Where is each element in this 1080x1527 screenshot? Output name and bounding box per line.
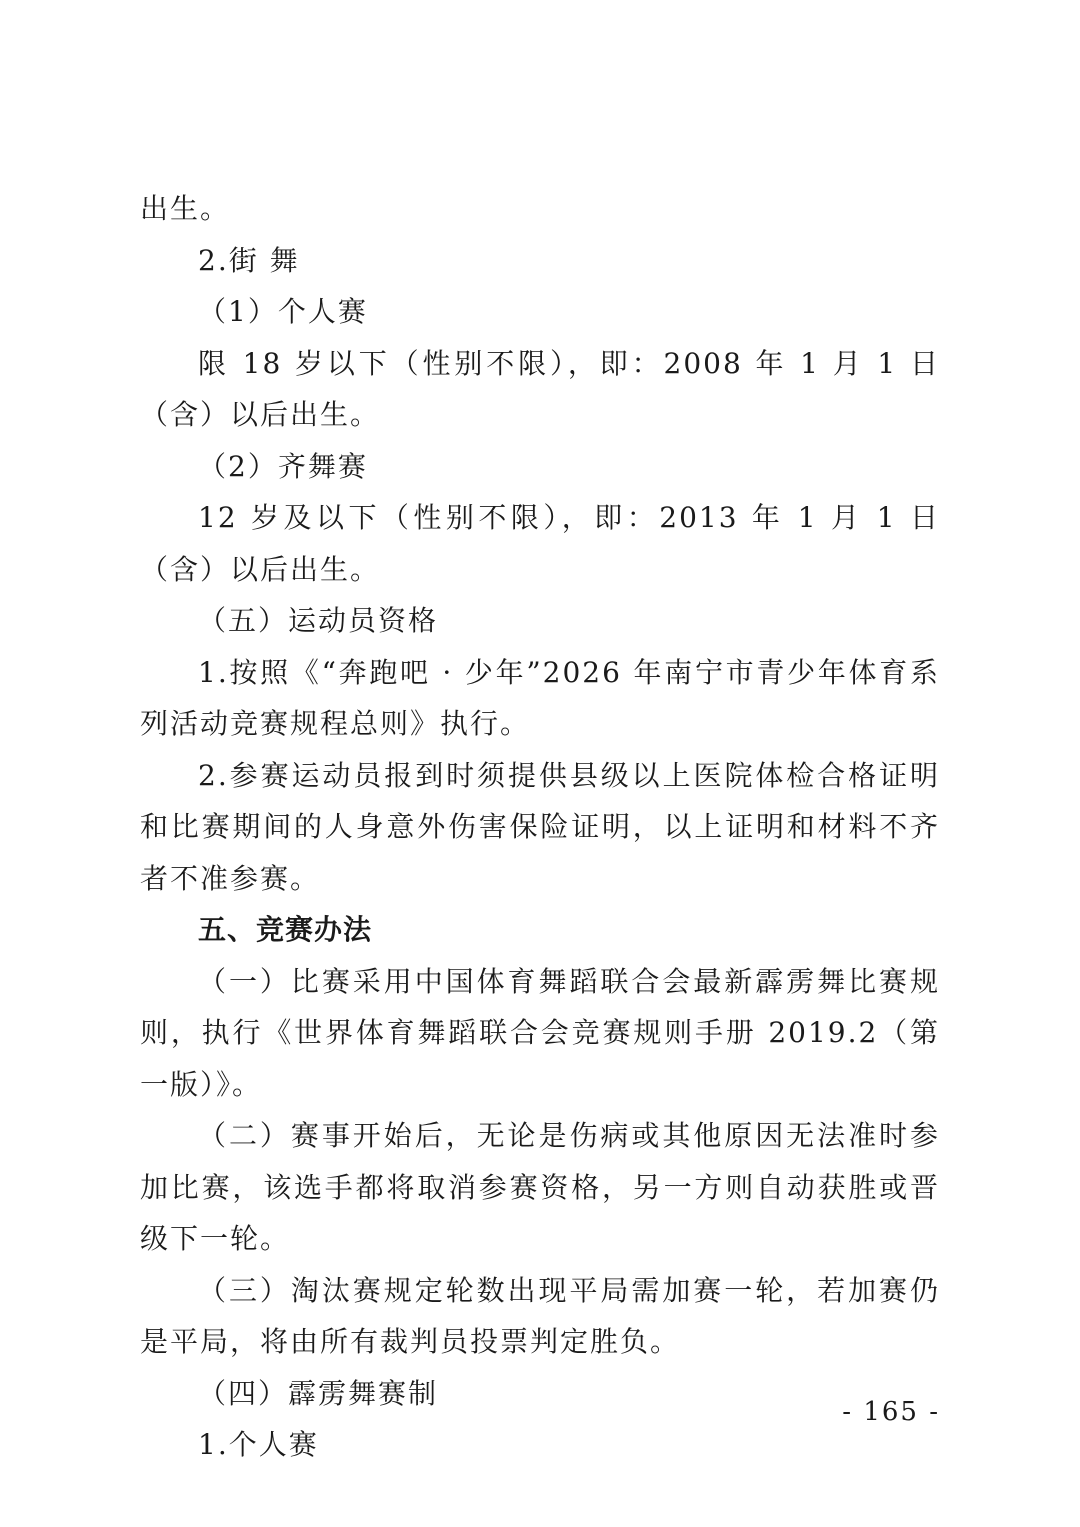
page-number: - 165 - xyxy=(842,1397,940,1427)
paragraph: （2）齐舞赛 xyxy=(198,449,368,483)
paragraph: 12 岁及以下（性别不限），即：2013 年 1 月 1 日（含）以后出生。 xyxy=(140,501,940,586)
section-heading: 五、竞赛办法 xyxy=(198,913,373,946)
paragraph: 限 18 岁以下（性别不限），即：2008 年 1 月 1 日（含）以后出生。 xyxy=(140,346,940,431)
paragraph: （1）个人赛 xyxy=(198,295,368,328)
paragraph: （一）比赛采用中国体育舞蹈联合会最新霹雳舞比赛规则，执行《世界体育舞蹈联合会竞赛规则手册 2019.2（第一版）》。 xyxy=(140,964,940,1101)
paragraph: 1.按照《“奔跑吧 · 少年”2026 年南宁市青少年体育系列活动竞赛规程总则》执行。 xyxy=(140,655,940,740)
paragraph: （三）淘汰赛规定轮数出现平局需加赛一轮，若加赛仍是平局，将由所有裁判员投票判定胜负。 xyxy=(140,1273,940,1358)
paragraph: （二）赛事开始后，无论是伤病或其他原因无法准时参加比赛，该选手都将取消参赛资格，另一方则自动获胜或晋级下一轮。 xyxy=(140,1119,940,1255)
paragraph: （四）霹雳舞赛制 xyxy=(198,1376,439,1410)
paragraph: （五）运动员资格 xyxy=(198,604,439,637)
paragraph: 1.个人赛 xyxy=(198,1428,319,1461)
paragraph: 2.参赛运动员报到时须提供县级以上医院体检合格证明和比赛期间的人身意外伤害保险证明，以上证明和材料不齐者不准参赛。 xyxy=(140,758,940,895)
document-body xyxy=(140,183,940,1471)
paragraph: 出生。 xyxy=(140,192,231,225)
paragraph: 2.街 舞 xyxy=(198,243,300,277)
